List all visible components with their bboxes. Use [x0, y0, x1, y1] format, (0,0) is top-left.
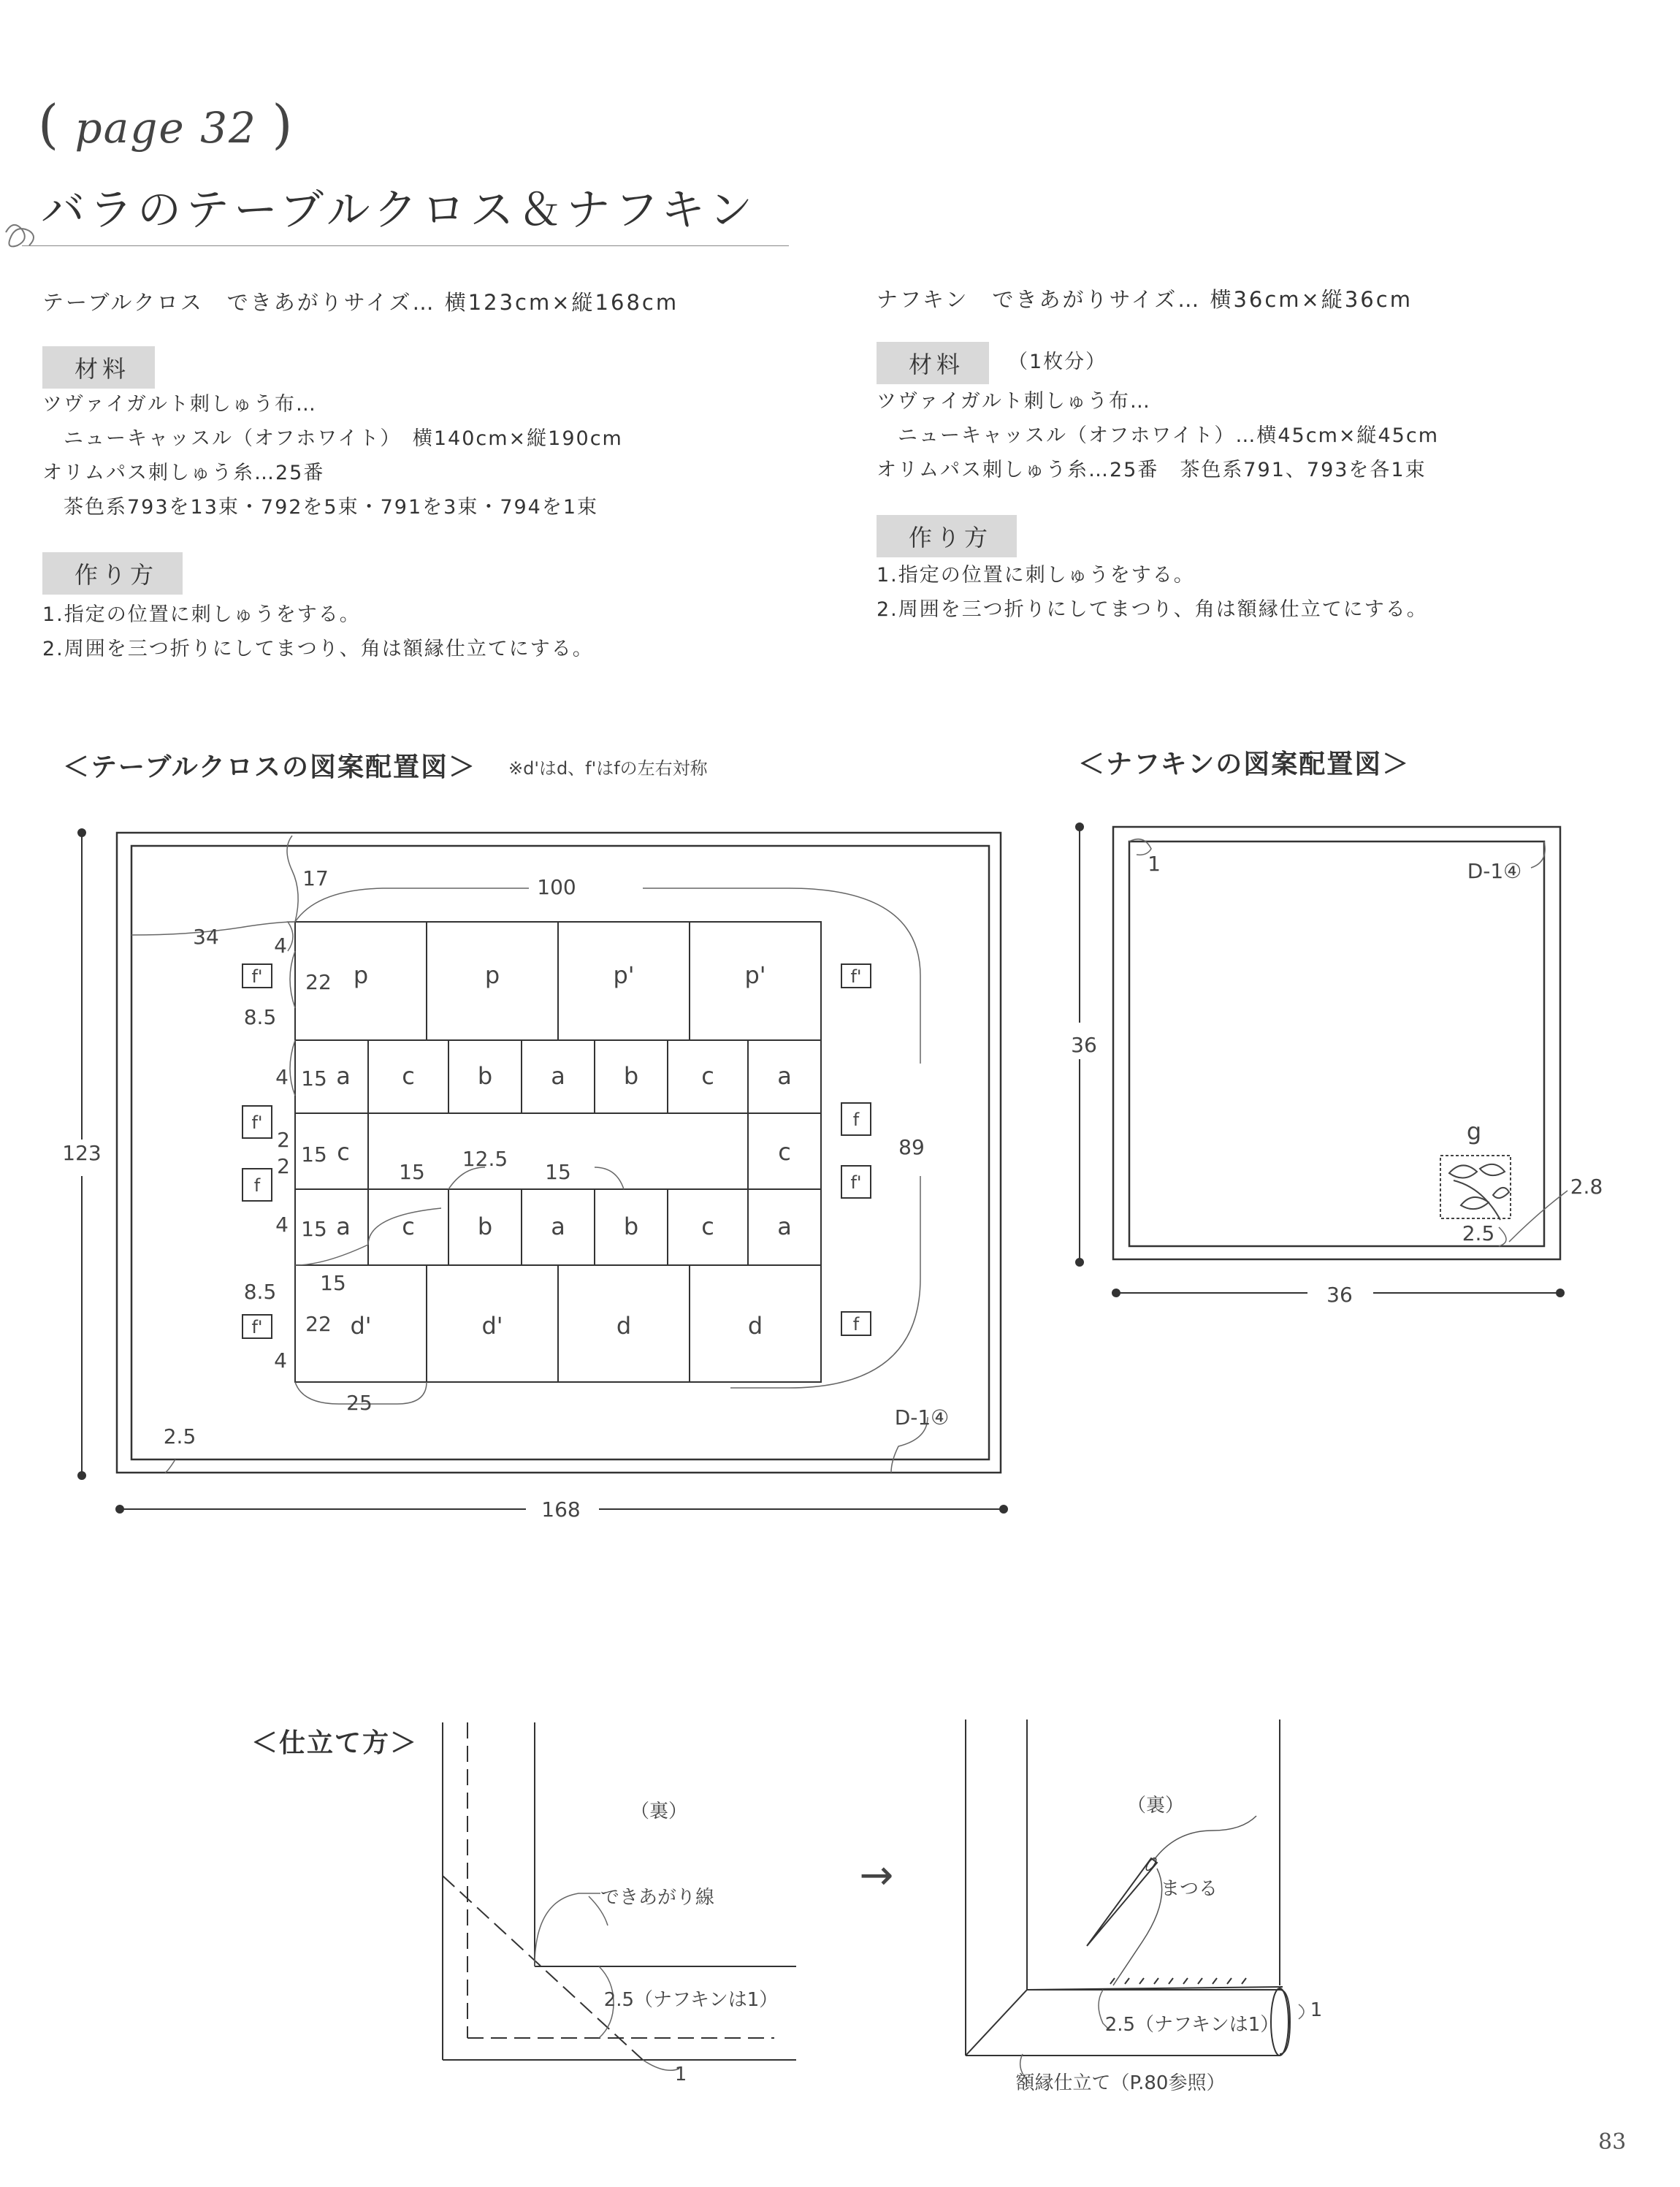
dim-label: 15 — [301, 1066, 327, 1091]
method-step: 2.周囲を三つ折りにしてまつり、角は額縁仕立てにする。 — [877, 598, 1428, 621]
dim-label: 123 — [62, 1141, 102, 1165]
cell-label: c — [402, 1062, 415, 1090]
side-label: f — [253, 1175, 261, 1196]
dim-label: 36 — [1326, 1283, 1353, 1307]
dim-label: 15 — [320, 1271, 346, 1295]
material-line: ツヴァイガルト刺しゅう布… — [877, 390, 1151, 413]
material-line: 茶色系793を13束・792を5束・791を3束・794を1束 — [42, 496, 599, 519]
stitch-label: D-1④ — [894, 1405, 950, 1430]
back-label: （裏） — [630, 1801, 688, 1822]
dim-label: 25 — [346, 1391, 373, 1415]
line-label: できあがり線 — [600, 1887, 715, 1909]
hem-label: 2.5（ナフキンは1） — [603, 1989, 779, 2011]
dim-label: 4 — [275, 1213, 289, 1237]
hem-label: 2.5（ナフキンは1） — [1104, 2014, 1280, 2036]
tablecloth-diagram-note: ※d'はd、f'はfの左右対称 — [508, 758, 708, 779]
finishing-title: ＜仕立て方＞ — [251, 1728, 419, 1758]
cell-label: b — [477, 1062, 493, 1090]
cell-label: d — [747, 1312, 763, 1340]
dim-label: 4 — [274, 934, 287, 958]
tablecloth-materials-label: 材料 — [42, 346, 155, 389]
page-label: ( page 32 ) — [38, 93, 294, 155]
napkin-method-label: 作り方 — [877, 515, 1017, 557]
dim-label: 2.8 — [1570, 1175, 1603, 1199]
tablecloth-size: テーブルクロス できあがりサイズ… 横123cm×縦168cm — [42, 290, 679, 315]
side-label: f' — [251, 966, 263, 987]
cell-label: d — [616, 1312, 632, 1340]
material-line: ツヴァイガルト刺しゅう布… — [42, 393, 317, 416]
cell-label: p — [353, 961, 369, 989]
cell-label: p' — [613, 961, 635, 989]
dim-label: 2 — [277, 1128, 290, 1152]
dim-label: 36 — [1071, 1033, 1097, 1057]
dim-label: 168 — [541, 1497, 581, 1522]
napkin-diagram-title: ＜ナフキンの図案配置図＞ — [1078, 749, 1410, 779]
dim-label: 100 — [537, 875, 576, 899]
cell-label: a — [777, 1062, 792, 1090]
cell-label: c — [701, 1213, 714, 1240]
material-line: ニューキャッスル（オフホワイト） 横140cm×縦190cm — [42, 427, 623, 450]
mitered-corner-label: 額縁仕立て（P.80参照） — [1015, 2072, 1226, 2094]
side-label: f — [852, 1110, 860, 1130]
cell-label: c — [337, 1138, 350, 1166]
cell-label: b — [477, 1213, 493, 1240]
dim-label: 22 — [305, 1312, 332, 1336]
dim-label: 89 — [898, 1135, 925, 1159]
cell-label: d' — [350, 1312, 372, 1340]
material-line: ニューキャッスル（オフホワイト）…横45cm×縦45cm — [877, 424, 1440, 447]
side-label: f' — [850, 1172, 862, 1193]
arrow-icon: → — [859, 1852, 894, 1899]
tablecloth-method-label: 作り方 — [42, 552, 183, 595]
cell-label: a — [551, 1062, 565, 1090]
motif-label: g — [1466, 1118, 1482, 1145]
cell-label: c — [402, 1213, 415, 1240]
page-number: 83 — [1598, 2129, 1627, 2155]
cell-label: a — [336, 1213, 351, 1240]
dim-label: 15 — [301, 1217, 327, 1241]
cell-label: a — [336, 1062, 351, 1090]
dim-label: 1 — [674, 2064, 687, 2085]
dim-label: 8.5 — [243, 1005, 277, 1029]
dim-label: 4 — [275, 1065, 289, 1089]
napkin-materials-label: 材料 — [877, 342, 989, 384]
napkin-size: ナフキン できあがりサイズ… 横36cm×縦36cm — [877, 287, 1413, 312]
method-step: 1.指定の位置に刺しゅうをする。 — [42, 603, 361, 626]
back-label: （裏） — [1126, 1795, 1185, 1817]
method-step: 1.指定の位置に刺しゅうをする。 — [877, 564, 1195, 587]
cell-label: b — [623, 1062, 639, 1090]
whipstitch-label: まつる — [1160, 1878, 1218, 1900]
cell-label: a — [551, 1213, 565, 1240]
dim-label: 4 — [274, 1348, 287, 1373]
side-label: f — [852, 1314, 860, 1335]
dim-label: 15 — [545, 1160, 571, 1184]
side-label: f' — [850, 966, 862, 987]
cell-label: p' — [744, 961, 766, 989]
dim-label: 15 — [399, 1160, 425, 1184]
dim-label: 1 — [1310, 1999, 1323, 2021]
cell-label: a — [777, 1213, 792, 1240]
page-title: バラのテーブルクロス＆ナフキン — [41, 185, 757, 236]
side-label: f' — [251, 1317, 263, 1337]
dim-label: 34 — [193, 925, 219, 949]
cell-label: c — [701, 1062, 714, 1090]
material-line: オリムパス刺しゅう糸…25番 茶色系791、793を各1束 — [877, 459, 1427, 481]
stitch-label: D-1④ — [1467, 859, 1522, 883]
cell-label: c — [778, 1138, 791, 1166]
tablecloth-diagram-title: ＜テーブルクロスの図案配置図＞ — [63, 752, 477, 782]
dim-label: 17 — [302, 866, 329, 890]
cell-label: p — [484, 961, 500, 989]
dim-label: 1 — [1148, 852, 1161, 876]
method-step: 2.周囲を三つ折りにしてまつり、角は額縁仕立てにする。 — [42, 638, 594, 660]
side-label: f' — [251, 1112, 263, 1133]
cell-label: b — [623, 1213, 639, 1240]
dim-label: 15 — [301, 1142, 327, 1167]
material-line: オリムパス刺しゅう糸…25番 — [42, 462, 325, 484]
dim-label: 8.5 — [243, 1280, 277, 1304]
dim-label: 22 — [305, 970, 332, 994]
cell-label: d' — [481, 1312, 503, 1340]
dim-label: 2.5 — [163, 1424, 196, 1449]
dim-label: 2.5 — [1462, 1221, 1495, 1245]
napkin-materials-note: （1枚分） — [1008, 351, 1107, 373]
needle-icon — [1087, 1816, 1256, 1985]
dim-label: 2 — [277, 1154, 290, 1178]
dim-label: 12.5 — [462, 1147, 508, 1171]
